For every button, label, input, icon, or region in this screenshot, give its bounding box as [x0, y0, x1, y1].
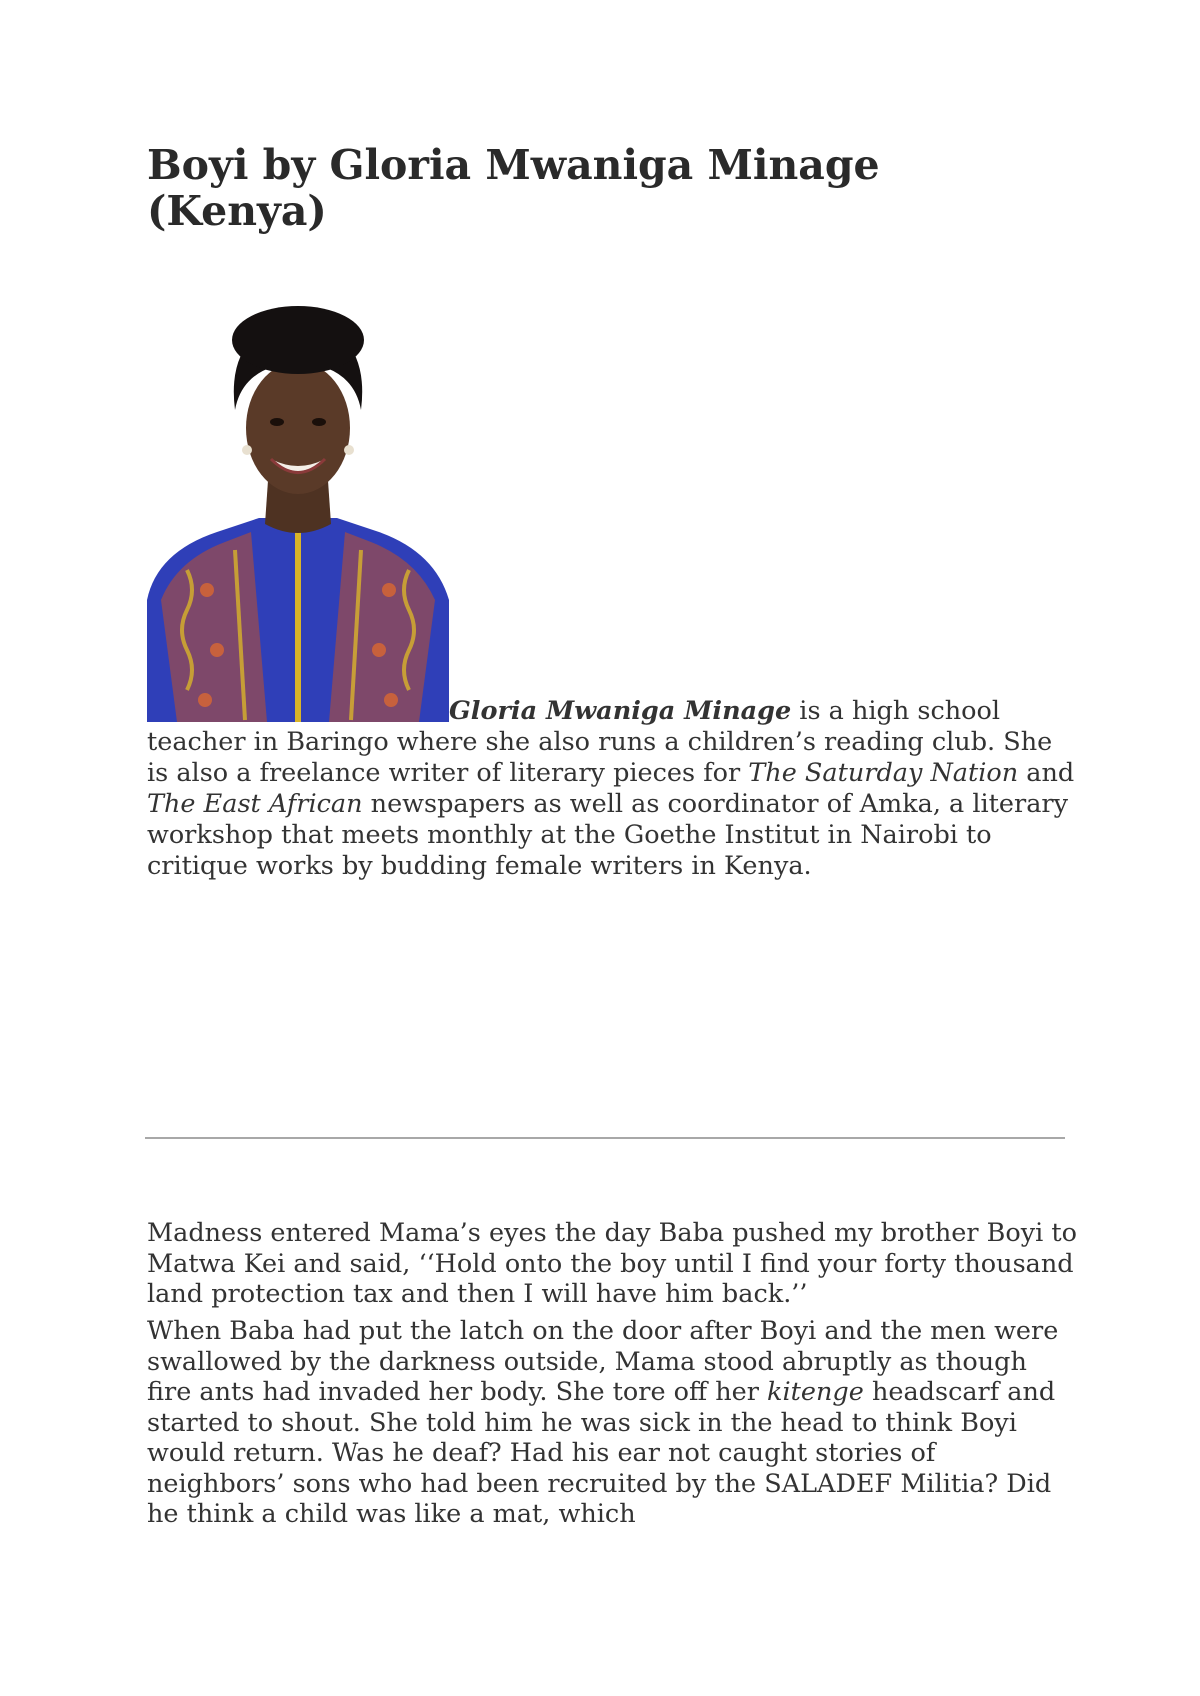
publication-saturday-nation: The Saturday Nation [748, 758, 1019, 788]
section-divider [145, 1137, 1065, 1139]
bio-text-1: is a high school teacher in Baringo where she also runs a children’s reading club. She is also a freelance writer of literary pieces for [147, 696, 1053, 788]
story-text: headscarf and started to shout. She told him he was sick in the head to think Boyi would return. Was he deaf? Had his ear not caught stories of neighbors’ sons who had been recruited by the SALADEF Militia? Did he think a child was like a mat, which [147, 1377, 1056, 1529]
kitenge-word: kitenge [767, 1377, 864, 1407]
author-photo [147, 270, 449, 722]
story-paragraph: Madness entered Mama’s eyes the day Baba pushed my brother Boyi to Matwa Kei and said, ‘‘Hold onto the boy until I find your forty thousand land protection tax and then I will have him back.’’ [147, 1218, 1077, 1309]
bio-text-3: newspapers as well as coordinator of Amka, a literary workshop that meets monthly at the Goethe Institut in Nairobi to critique works by budding female writers in Kenya. [147, 789, 1069, 881]
publication-east-african: The East African [147, 789, 363, 819]
author-bio [147, 696, 1077, 882]
story-paragraph [147, 1316, 1077, 1530]
bio-text-2: and [1018, 758, 1075, 788]
author-name: Gloria Mwaniga Minage [449, 696, 792, 726]
page-title: Boyi by Gloria Mwaniga Minage (Kenya) [147, 141, 880, 235]
story-text: When Baba had put the latch on the door after Boyi and the men were swallowed by the darkness outside, Mama stood abruptly as though fire ants had invaded her body. She tore off her [147, 1316, 1059, 1407]
author-portrait-icon [147, 270, 449, 722]
